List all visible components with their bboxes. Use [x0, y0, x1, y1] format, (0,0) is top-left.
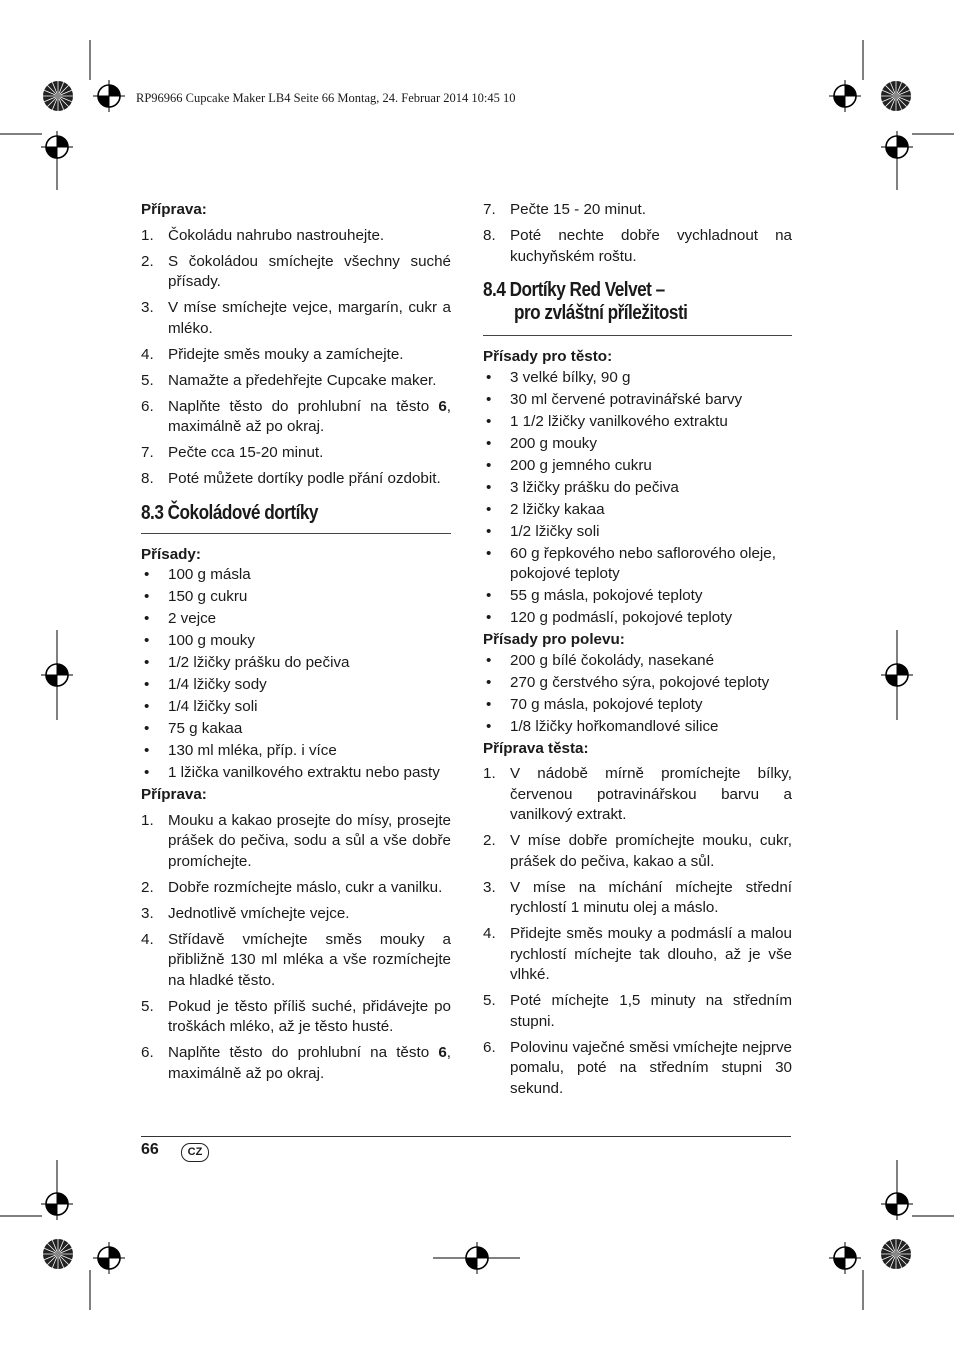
list-item: 3. V míse smíchejte vejce, margarín, cukr a mléko. — [141, 299, 451, 337]
list-item: • 30 ml červené potravinářské barvy — [486, 390, 743, 408]
list-item: 1. Mouku a kakao prosejte do mísy, prosejte prášek do pečiva, sodu a sůl a vše dobře promíchejte. — [141, 811, 451, 870]
list-item: 5. Pokud je těsto příliš suché, přidávejte po troškách mléko, až je těsto husté. — [141, 997, 451, 1035]
list-item: 2. V míse dobře promíchejte mouku, cukr, prášek do pečiva, kakao a sůl. — [483, 832, 792, 870]
prep-steps-list — [141, 811, 451, 1085]
ingredients-heading: Přísady: — [141, 545, 201, 563]
list-item: 1. V nádobě mírně promíchejte bílky, červenou potravinářskou barvu a vanilkový extrakt. — [483, 765, 792, 823]
list-item: 4. Střídavě vmíchejte směs mouky a přibližně 130 ml mléka a vše rozmíchejte na hladké těsto. — [141, 930, 451, 989]
prep-heading: Příprava těsta: — [483, 739, 589, 757]
list-item: • 2 lžičky kakaa — [486, 500, 605, 518]
section-title — [483, 279, 749, 325]
list-item: 3. V míse na míchání míchejte střední rychlostí 1 minutu olej a máslo. — [483, 878, 792, 916]
list-item: 7. Pečte 15 - 20 minut. — [483, 201, 646, 218]
list-item: 1. Čokoládu nahrubo nastrouhejte. — [141, 226, 385, 244]
list-item: • 70 g másla, pokojové teploty — [486, 695, 703, 713]
section-title-line: 8.4 Dortíky Red Velvet – — [483, 279, 665, 301]
list-item: • 1/4 lžičky sody — [144, 676, 267, 693]
icing-heading: Přísady pro polevu: — [483, 631, 625, 648]
section-title: 8.3 Čokoládové dortíky — [141, 501, 318, 524]
list-item: 8. Poté můžete dortíky podle přání ozdobit. — [141, 470, 441, 487]
list-item: • 3 lžičky prášku do pečiva — [486, 478, 679, 496]
section-title-line: pro zvláštní příležitosti — [513, 302, 688, 324]
list-item: • 130 ml mléka, příp. i více — [144, 742, 337, 759]
dough-heading: Přísady pro těsto: — [483, 348, 613, 365]
list-item: • 75 g kakaa — [144, 720, 243, 737]
list-item: • 1/8 lžičky hořkomandlové silice — [486, 717, 719, 735]
list-item: • 3 velké bílky, 90 g — [486, 368, 631, 386]
list-item: • 1 lžička vanilkového extraktu nebo pasty — [144, 764, 440, 781]
list-item: 8. Poté nechte dobře vychladnout na kuchyňském roštu. — [483, 227, 792, 265]
list-item: • 200 g jemného cukru — [486, 456, 652, 474]
left-column — [141, 200, 451, 1090]
list-item: • 120 g podmáslí, pokojové teploty — [486, 609, 733, 626]
list-item: 6. Naplňte těsto do prohlubní na těsto 6, maximálně až po okraj. — [141, 397, 451, 435]
list-item: 5. Namažte a předehřejte Cupcake maker. — [141, 371, 437, 389]
prep-heading: Příprava: — [141, 786, 207, 803]
list-item: 4. Přidejte směs mouky a zamíchejte. — [141, 345, 404, 363]
list-item: • 200 g bílé čokolády, nasekané — [486, 651, 715, 669]
list-item: • 100 g mouky — [144, 632, 255, 649]
dough-list — [483, 368, 792, 629]
section-rule — [483, 335, 792, 336]
prep-steps-list — [483, 764, 792, 1099]
prep-heading: Příprava: — [141, 201, 207, 218]
list-item: 2. S čokoládou smíchejte všechny suché přísady. — [141, 252, 451, 290]
language-badge: CZ — [181, 1143, 209, 1162]
list-item: 2. Dobře rozmíchejte máslo, cukr a vanilku. — [141, 878, 443, 896]
list-item: • 60 g řepkového nebo saflorového oleje, pokojové teploty — [486, 544, 776, 582]
list-item: • 100 g másla — [144, 566, 251, 583]
list-item: • 1/4 lžičky soli — [144, 698, 258, 715]
list-item: 6. Polovinu vaječné směsi vmíchejte nejprve pomalu, poté na středním stupni 30 sekund. — [483, 1038, 792, 1097]
list-item: 5. Poté míchejte 1,5 minuty na středním stupni. — [483, 992, 792, 1030]
list-item: • 1/2 lžičky soli — [486, 522, 600, 540]
right-column — [483, 200, 792, 1105]
list-item: 7. Pečte cca 15-20 minut. — [141, 444, 324, 461]
page-number: 66 — [141, 1141, 159, 1158]
prep-steps-list — [483, 200, 792, 267]
list-item: 6. Naplňte těsto do prohlubní na těsto 6, maximálně až po okraj. — [141, 1044, 451, 1082]
ingredients-list — [141, 565, 451, 784]
list-item: • 1 1/2 lžičky vanilkového extraktu — [486, 412, 728, 430]
prep-steps-list — [141, 226, 451, 490]
list-item: 3. Jednotlivě vmíchejte vejce. — [141, 904, 350, 922]
section-rule — [141, 533, 451, 534]
list-item: 4. Přidejte směs mouky a podmáslí a malou rychlostí míchejte tak dlouho, až je vše vlhké. — [483, 925, 792, 983]
icing-list — [483, 651, 792, 738]
list-item: • 200 g mouky — [486, 434, 597, 452]
print-info-line: RP96966 Cupcake Maker LB4 Seite 66 Montag, 24. Februar 2014 10:45 10 — [136, 91, 516, 105]
list-item: • 1/2 lžičky prášku do pečiva — [144, 654, 350, 671]
footer-rule — [141, 1136, 791, 1137]
list-item: • 55 g másla, pokojové teploty — [486, 587, 703, 604]
list-item: • 270 g čerstvého sýra, pokojové teploty — [486, 673, 770, 691]
list-item: • 150 g cukru — [144, 588, 248, 605]
list-item: • 2 vejce — [144, 610, 217, 627]
